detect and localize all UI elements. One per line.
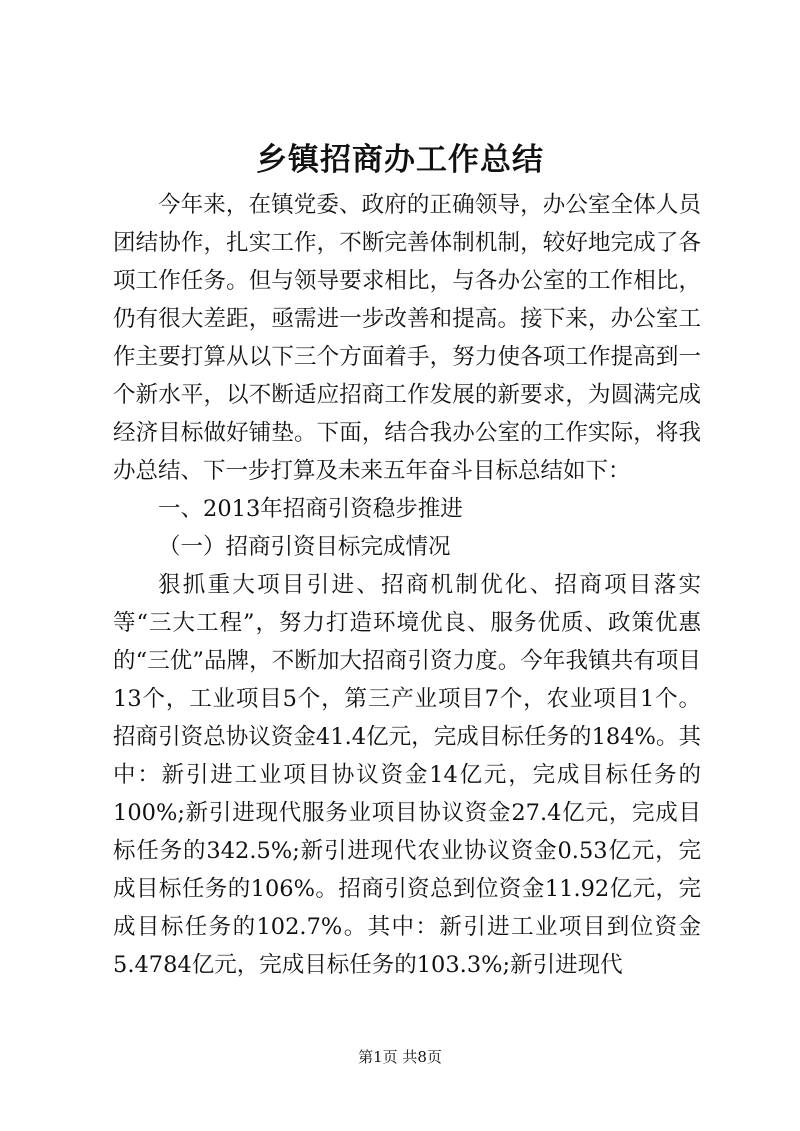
document-body — [113, 186, 701, 984]
subsection-heading: （一）招商引资目标完成情况 — [158, 534, 451, 560]
document-title: 乡镇招商办工作总结 — [256, 142, 544, 178]
section-heading: 一、2013年招商引资稳步推进 — [158, 496, 463, 522]
page-number-footer: 第1页 共8页 — [358, 1048, 442, 1066]
details-paragraph: 狠抓重大项目引进、招商机制优化、招商项目落实等“三大工程”，努力打造环境优良、服务优质、政策优惠的“三优”品牌，不断加大招商引资力度。今年我镇共有项目13个，工业项目5个，第三产业项目7个，农业项目1个。招商引资总协议资金41.4亿元，完成目标任务的184%。其中：新引进工业项目协议资金14亿元，完成目标任务的100%;新引进现代服务业项目协议资金27.4亿元，完成目标任务的342.5%;新引进现代农业协议资金0.53亿元，完成目标任务的106%。招商引资总到位资金11.92亿元，完成目标任务的102.7%。其中：新引进工业项目到位资金5.4784亿元，完成目标任务的103.3%;新引进现代 — [113, 572, 701, 978]
intro-paragraph: 今年来，在镇党委、政府的正确领导，办公室全体人员团结协作，扎实工作，不断完善体制机制，较好地完成了各项工作任务。但与领导要求相比，与各办公室的工作相比，仍有很大差距，亟需进一步改善和提高。接下来，办公室工作主要打算从以下三个方面着手，努力使各项工作提高到一个新水平，以不断适应招商工作发展的新要求，为圆满完成经济目标做好铺垫。下面，结合我办公室的工作实际，将我办总结、下一步打算及未来五年奋斗目标总结如下： — [113, 192, 701, 484]
